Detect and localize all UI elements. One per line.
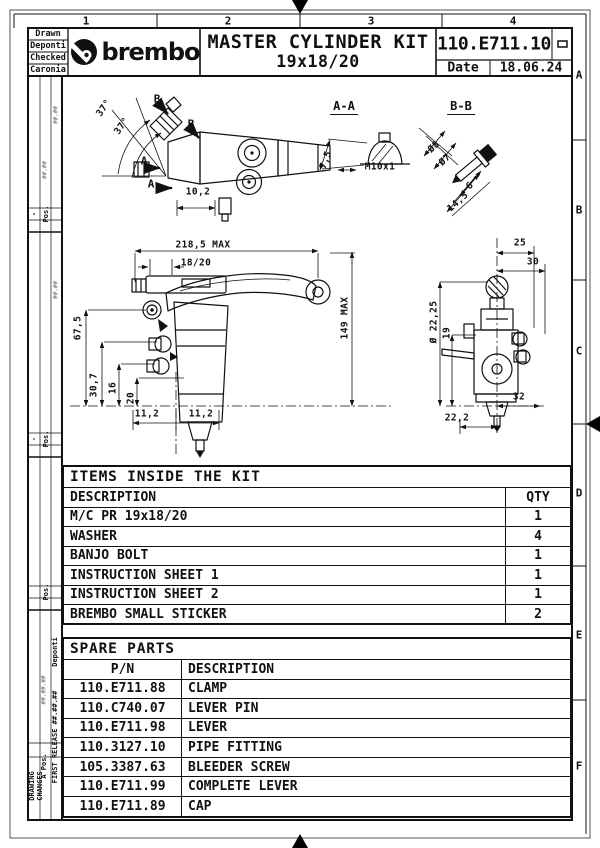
kit-item-qty: 2 <box>505 605 570 624</box>
dim-angle-1: 37° <box>94 97 114 119</box>
zone-col-2: 2 <box>224 14 232 28</box>
kit-item-description: INSTRUCTION SHEET 1 <box>70 567 219 583</box>
kit-table-title: ITEMS INSIDE THE KIT <box>70 469 261 485</box>
dim-30-7: 30,7 <box>88 372 100 398</box>
table-row <box>64 776 570 796</box>
kit-item-description: BREMBO SMALL STICKER <box>70 606 227 622</box>
table-row <box>64 698 570 718</box>
spare-parts-table <box>62 637 572 818</box>
spare-table-header <box>64 659 570 679</box>
spare-part-number: 110.3127.10 <box>64 738 182 757</box>
spare-part-number: 110.E711.98 <box>64 719 182 738</box>
date-label: Date <box>447 60 479 76</box>
zone-row-c: C <box>575 344 583 358</box>
dim-bb-len6: 6 <box>464 179 476 193</box>
zone-row-b: B <box>575 203 583 217</box>
zone-col-1: 1 <box>82 14 90 28</box>
dim-16: 16 <box>107 381 119 395</box>
margin-date-placeholder: ##.##.## <box>40 675 48 705</box>
zone-row-d: D <box>575 486 583 500</box>
spare-part-description: COMPLETE LEVER <box>188 779 298 795</box>
zone-col-4: 4 <box>509 14 517 28</box>
margin-drawing-changes-2: CHANGES <box>36 771 44 801</box>
zone-row-a: A <box>575 68 583 82</box>
centering-mark-top-icon <box>292 0 308 14</box>
dim-bb-len145: 14,5 <box>445 189 471 215</box>
table-row <box>64 679 570 699</box>
dim-22-2: 22,2 <box>444 412 470 424</box>
dim-aa-thread: M10x1 <box>364 161 396 173</box>
spare-part-description: CAP <box>188 798 212 814</box>
section-label-b2: B <box>187 117 195 131</box>
margin-rev-pos: A Pos. <box>40 753 48 779</box>
kit-header-qty: QTY <box>505 488 570 507</box>
part-number: 110.E711.10 <box>437 33 551 55</box>
spare-part-number: 110.E711.89 <box>64 797 182 816</box>
kit-table-header <box>64 487 570 507</box>
brembo-wordmark: brembo <box>101 38 200 66</box>
dim-bore-ratio: 18/20 <box>180 257 212 269</box>
spare-part-number: 110.C740.07 <box>64 699 182 718</box>
dim-height-max: 149 MAX <box>339 296 351 340</box>
kit-item-description: M/C PR 19x18/20 <box>70 509 188 525</box>
dim-11-2-right: 11,2 <box>188 408 214 420</box>
spare-part-description: LEVER PIN <box>188 700 259 716</box>
table-row <box>64 585 570 605</box>
kit-table <box>62 465 572 625</box>
margin-dash: - <box>30 211 38 217</box>
table-row <box>64 507 570 527</box>
kit-item-description: WASHER <box>70 528 117 544</box>
kit-item-qty: 4 <box>505 527 570 546</box>
zone-row-e: E <box>575 628 583 642</box>
spare-part-number: 110.E711.88 <box>64 680 182 699</box>
centering-mark-bottom-icon <box>292 834 308 848</box>
dim-bb-dia8: Ø8 <box>425 138 443 156</box>
spare-part-description: PIPE FITTING <box>188 740 282 756</box>
kit-item-qty: 1 <box>505 566 570 585</box>
dim-total-length: 218,5 MAX <box>175 239 231 251</box>
kit-item-qty: 1 <box>505 508 570 527</box>
margin-dash: - <box>30 436 38 442</box>
zone-col-3: 3 <box>367 14 375 28</box>
margin-drawing-changes-1: DRAWING <box>28 771 36 801</box>
section-label-b1: B <box>153 92 161 106</box>
table-row <box>64 526 570 546</box>
dim-dia-22-25: Ø 22,25 <box>428 300 440 344</box>
section-aa-title: A-A <box>330 99 358 115</box>
margin-placeholder: ##.## <box>52 105 60 125</box>
dim-angle-2: 37° <box>112 115 132 137</box>
dim-offset-10-2: 10,2 <box>185 186 211 198</box>
drawn-name: Deponti <box>30 41 66 51</box>
table-row <box>64 604 570 624</box>
section-label-a2: A <box>147 177 155 191</box>
spare-header-pn: P/N <box>64 660 182 679</box>
table-row <box>64 565 570 585</box>
margin-placeholder: ##.## <box>41 160 49 180</box>
margin-pos-label: Pos. <box>42 430 50 448</box>
date-value: 18.06.24 <box>499 60 563 76</box>
margin-deponti: Deponti <box>51 637 59 667</box>
margin-pos-label: Pos. <box>42 583 50 601</box>
table-row <box>64 737 570 757</box>
kit-item-qty: 1 <box>505 586 570 605</box>
spare-part-number: 110.E711.99 <box>64 777 182 796</box>
dim-25: 25 <box>513 237 527 249</box>
checked-name: Caronia <box>30 65 66 75</box>
dim-32: 32 <box>512 391 526 403</box>
dim-67-5: 67,5 <box>72 315 84 341</box>
margin-placeholder: ##.## <box>52 280 60 300</box>
kit-item-description: BANJO BOLT <box>70 548 149 564</box>
technical-views-drawing <box>62 76 572 465</box>
projection-symbol-icon <box>558 41 567 47</box>
kit-item-description: INSTRUCTION SHEET 2 <box>70 587 219 603</box>
spare-part-description: LEVER <box>188 720 228 736</box>
brembo-logo <box>68 28 200 76</box>
checked-label: Checked <box>30 53 66 63</box>
table-row <box>64 796 570 816</box>
spare-header-description: DESCRIPTION <box>188 661 275 677</box>
dim-aa-depth: 7,5 <box>317 149 335 171</box>
spare-part-description: CLAMP <box>188 681 228 697</box>
zone-row-f: F <box>575 759 583 773</box>
title-line-1: MASTER CYLINDER KIT <box>207 31 429 53</box>
dim-20: 20 <box>125 391 137 405</box>
centering-mark-right-icon <box>586 416 600 432</box>
table-row <box>64 757 570 777</box>
table-row <box>64 718 570 738</box>
kit-item-qty: 1 <box>505 547 570 566</box>
drawing-title <box>200 28 436 76</box>
table-row <box>64 546 570 566</box>
spare-part-description: BLEEDER SCREW <box>188 759 290 775</box>
brembo-disc-icon <box>69 37 99 67</box>
spare-table-title: SPARE PARTS <box>70 641 175 657</box>
section-bb-title: B-B <box>447 99 475 115</box>
drawn-label: Drawn <box>35 29 61 39</box>
title-line-2: 19x18/20 <box>276 52 360 72</box>
dim-19: 19 <box>441 326 453 340</box>
margin-first-release: FIRST RELEASE ##.##.## <box>51 690 59 784</box>
dim-bb-dia7: Ø7 <box>436 151 454 169</box>
section-label-a1: A <box>140 154 148 168</box>
margin-pos-label: Pos. <box>42 205 50 223</box>
spare-part-number: 105.3387.63 <box>64 758 182 777</box>
dim-30: 30 <box>526 256 540 268</box>
kit-header-description: DESCRIPTION <box>70 489 157 505</box>
dim-11-2-left: 11,2 <box>134 408 160 420</box>
